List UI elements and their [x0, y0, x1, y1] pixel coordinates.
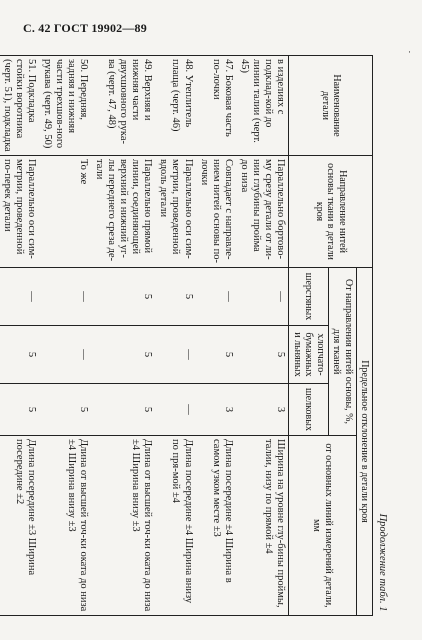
cell-direction: То же	[39, 156, 91, 268]
header-lines: от основных линий измерений детали, мм	[289, 436, 357, 616]
cell-silk: 3	[236, 384, 289, 436]
cell-silk: —	[155, 384, 195, 436]
continuation-label: Продолжение табл. 1	[376, 513, 388, 612]
cell-cotton: —	[39, 326, 91, 384]
gost-table	[0, 55, 393, 616]
cell-direction: Параллельно бортово-му срезу детали от ли-нии глубины пройма до низа	[236, 156, 289, 268]
cell-wool: —	[196, 268, 236, 326]
cell-cotton: 5	[236, 326, 289, 384]
cell-cotton: —	[155, 326, 195, 384]
cell-direction: Параллельно прямой линии, соединяющей верхний и нижний уг-лы переднего среза де-тали	[91, 156, 155, 268]
cell-silk: 5	[0, 384, 39, 436]
cell-cotton: 5	[0, 326, 39, 384]
table-row	[0, 56, 39, 616]
cell-name: 47. Боковая часть по-лочки	[196, 56, 236, 156]
rotated-table-container	[1, 55, 393, 615]
cell-lines: Длина от высшей точ-ки оката до низа ±4 Ширина внизу ±3	[91, 436, 155, 616]
cell-silk: 5	[39, 384, 91, 436]
cell-cotton: 5	[91, 326, 155, 384]
cell-lines: Длина посередине ±4 Ширина в самом узком месте ±3	[196, 436, 236, 616]
cell-name: 48. Утеплитель плаща (черт. 46)	[155, 56, 195, 156]
table-row	[236, 56, 289, 616]
cell-wool: —	[39, 268, 91, 326]
cell-silk: 3	[196, 384, 236, 436]
table-row	[39, 56, 91, 616]
cell-name: 50. Передняя, задняя и нижняя части трехшов-ного рукава (черт. 49, 50)	[39, 56, 91, 156]
header-warp: От направления нитей основы, %, для тканей	[329, 268, 357, 436]
cell-silk: 5	[91, 384, 155, 436]
table-row	[196, 56, 236, 616]
cell-direction: Совпадает с направле-нием нитей основы по-лочки	[196, 156, 236, 268]
cell-wool: —	[236, 268, 289, 326]
header-deviation: Предельное отклонение в детали кроя	[357, 268, 374, 616]
header-direction: Направление нитей основы ткани в детали кроя	[289, 156, 374, 268]
cell-name: в изделиях с подклад-кой до линии талии (черт. 45)	[236, 56, 289, 156]
cell-lines: Длина посередине ±3 Ширина посередине ±2	[0, 436, 39, 616]
header-cotton: хлопчато-бумажных и льняных	[289, 326, 329, 384]
cell-cotton: 5	[196, 326, 236, 384]
corner-mark: ·	[408, 47, 411, 57]
cell-direction: Параллельно оси сим-метрии, проведенной вдоль детали	[155, 156, 195, 268]
cell-lines: Длина от высшей точ-ки оката до низа ±4 Ширина внизу ±3	[39, 436, 91, 616]
header-name: Наименование детали	[289, 56, 374, 156]
page-header: С. 42 ГОСТ 19902—89	[23, 21, 147, 35]
cell-direction: Параллельно оси сим-метрии, проведенной по-перек детали	[0, 156, 39, 268]
cell-wool: 5	[155, 268, 195, 326]
table-row	[155, 56, 195, 616]
cell-lines: Длина посередине ±4 Ширина внизу по пря-мой ±4	[155, 436, 195, 616]
header-silk: шелковых	[289, 384, 329, 436]
cell-name: 49. Верхняя и нижняя части двухшовного рука-ва (черт. 47, 48)	[91, 56, 155, 156]
header-wool: шерстяных	[289, 268, 329, 326]
cell-lines: Ширина на уровне глу-бины проймы, талии, низу по прямой ±4	[236, 436, 289, 616]
cell-wool: 5	[91, 268, 155, 326]
cell-name: 51. Подкладка стойки воротника (черт. 51), подкладка	[0, 56, 39, 156]
cell-wool: —	[0, 268, 39, 326]
table-row	[91, 56, 155, 616]
